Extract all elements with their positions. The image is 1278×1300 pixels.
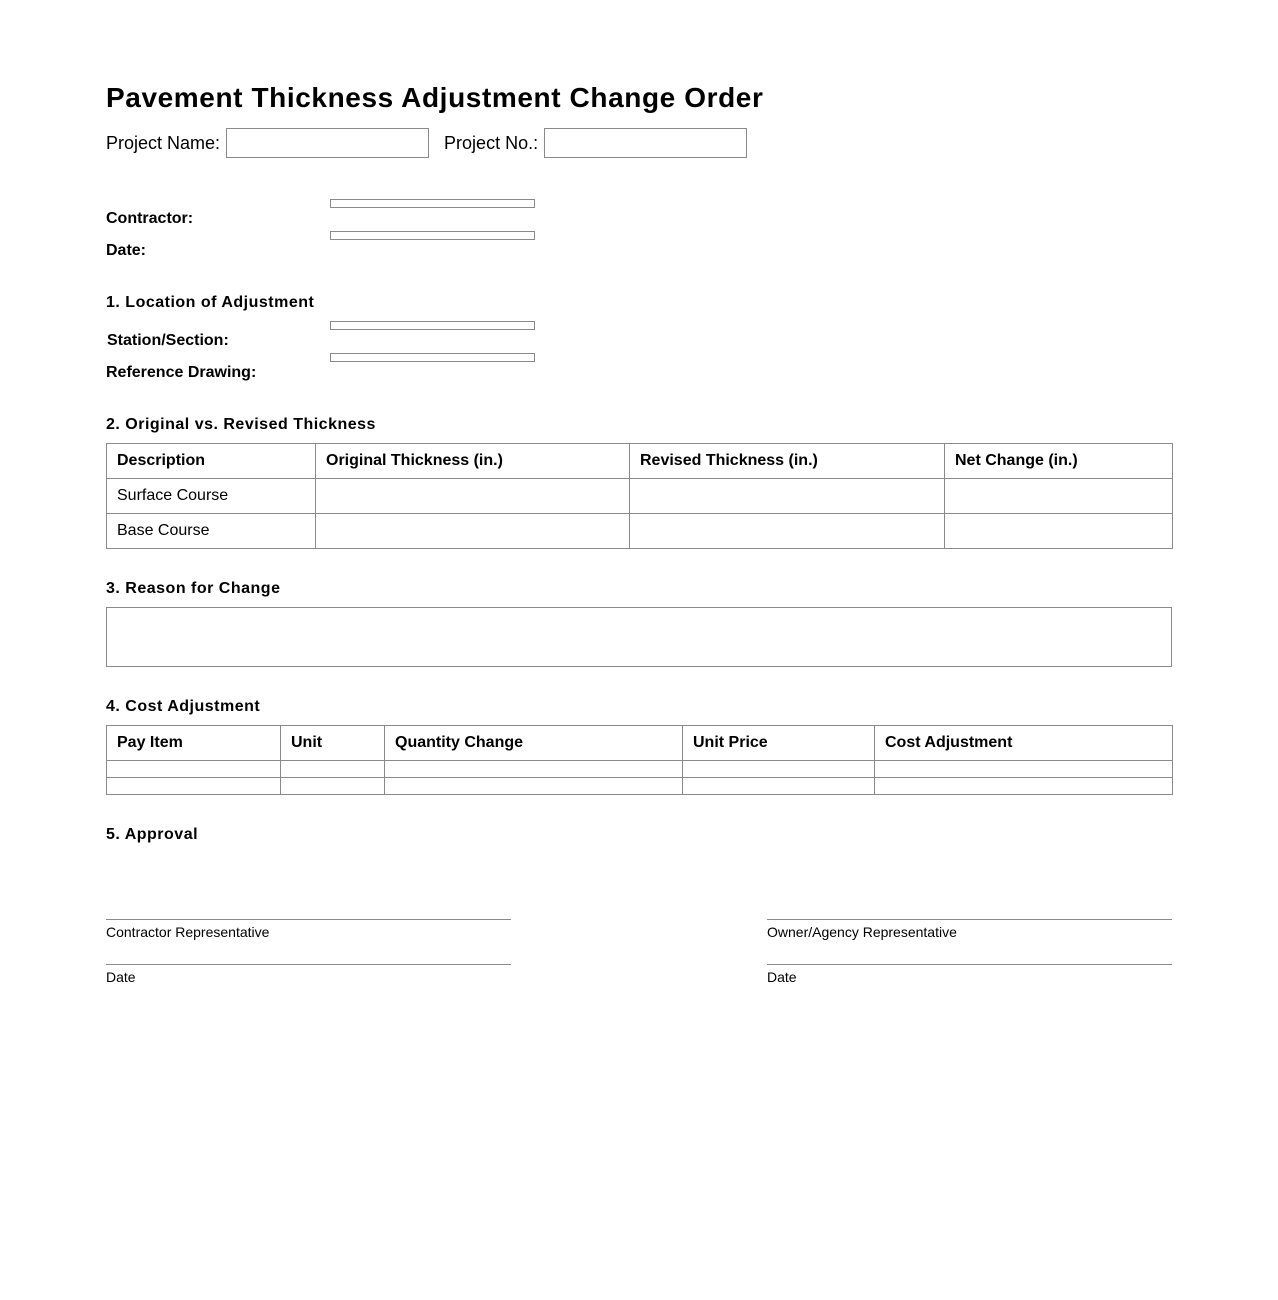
column-header-revised-thickness: Revised Thickness (in.) [630, 444, 945, 479]
cell-revised-thickness[interactable] [630, 479, 945, 514]
column-header-pay-item: Pay Item [107, 726, 281, 761]
table-row [107, 514, 1173, 549]
cell-unit-price[interactable] [683, 761, 875, 778]
project-number-field[interactable] [544, 128, 747, 158]
owner-signature-line[interactable] [767, 919, 1172, 920]
reference-drawing-field[interactable] [330, 353, 535, 362]
date-label: Date: [106, 242, 147, 259]
contractor-signature-line[interactable] [106, 919, 511, 920]
section-location-heading: 1. Location of Adjustment [106, 294, 315, 311]
column-header-net-change: Net Change (in.) [945, 444, 1173, 479]
date-field[interactable] [330, 231, 535, 240]
cell-unit[interactable] [281, 761, 385, 778]
thickness-table [106, 443, 1173, 549]
contractor-date-label: Date [106, 969, 136, 985]
table-row [107, 761, 1173, 778]
column-header-unit-price: Unit Price [683, 726, 875, 761]
cell-unit[interactable] [281, 778, 385, 795]
cell-quantity-change[interactable] [385, 761, 683, 778]
project-name-field[interactable] [226, 128, 429, 158]
cell-net-change[interactable] [945, 479, 1173, 514]
cell-original-thickness[interactable] [316, 514, 630, 549]
cell-cost-adjustment[interactable] [875, 761, 1173, 778]
cell-description: Base Course [107, 514, 316, 549]
table-header-row [107, 726, 1173, 761]
section-reason-heading: 3. Reason for Change [106, 580, 281, 597]
column-header-original-thickness: Original Thickness (in.) [316, 444, 630, 479]
table-row [107, 778, 1173, 795]
station-section-field[interactable] [330, 321, 535, 330]
owner-date-line[interactable] [767, 964, 1172, 965]
cell-pay-item[interactable] [107, 778, 281, 795]
column-header-description: Description [107, 444, 316, 479]
table-header-row [107, 444, 1173, 479]
cell-description: Surface Course [107, 479, 316, 514]
contractor-label: Contractor: [106, 210, 194, 227]
cell-revised-thickness[interactable] [630, 514, 945, 549]
section-approval-heading: 5. Approval [106, 826, 199, 843]
column-header-quantity-change: Quantity Change [385, 726, 683, 761]
cell-quantity-change[interactable] [385, 778, 683, 795]
project-row [106, 127, 747, 159]
owner-date-label: Date [767, 969, 797, 985]
project-number-label: Project No.: [444, 132, 539, 153]
project-name-label: Project Name: [106, 132, 221, 153]
cell-cost-adjustment[interactable] [875, 778, 1173, 795]
cost-adjustment-table [106, 725, 1173, 795]
cell-net-change[interactable] [945, 514, 1173, 549]
owner-representative-label: Owner/Agency Representative [767, 924, 957, 940]
cell-pay-item[interactable] [107, 761, 281, 778]
reason-for-change-field[interactable] [106, 607, 1172, 667]
table-row [107, 479, 1173, 514]
page-title: Pavement Thickness Adjustment Change Order [106, 82, 764, 113]
contractor-date-line[interactable] [106, 964, 511, 965]
contractor-field[interactable] [330, 199, 535, 208]
station-section-label: Station/Section: [107, 332, 229, 349]
section-cost-heading: 4. Cost Adjustment [106, 698, 261, 715]
column-header-unit: Unit [281, 726, 385, 761]
cell-original-thickness[interactable] [316, 479, 630, 514]
column-header-cost-adjustment: Cost Adjustment [875, 726, 1173, 761]
cell-unit-price[interactable] [683, 778, 875, 795]
reference-drawing-label: Reference Drawing: [106, 364, 257, 381]
section-thickness-heading: 2. Original vs. Revised Thickness [106, 416, 376, 433]
contractor-representative-label: Contractor Representative [106, 924, 270, 940]
